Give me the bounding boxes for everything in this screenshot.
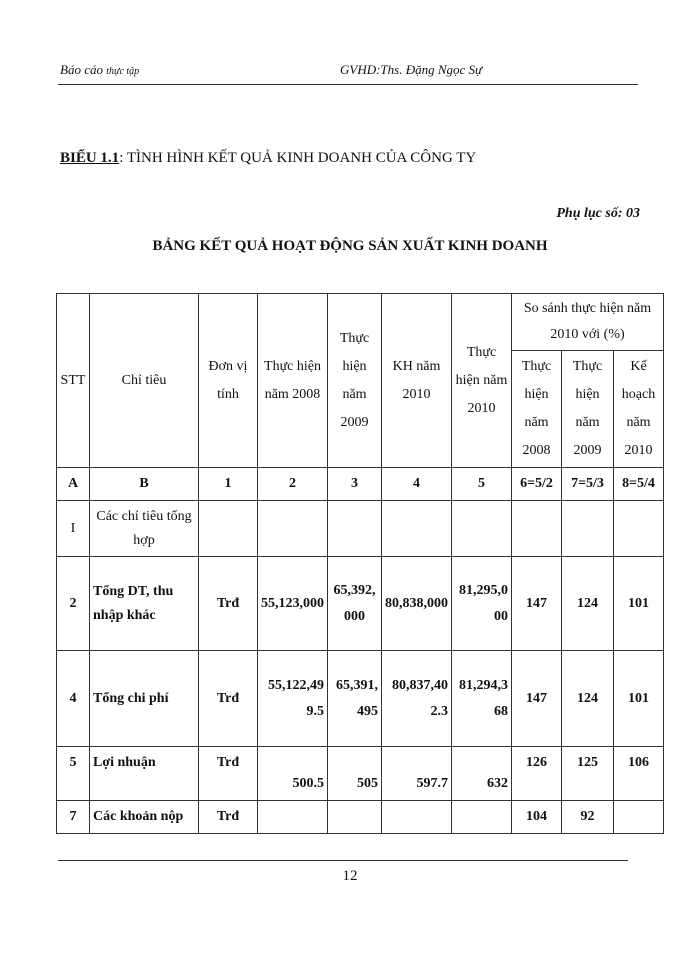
row-name: Tổng DT, thu nhập khác: [90, 557, 199, 651]
row-stt: 2: [57, 557, 90, 651]
row-pct: [512, 501, 562, 557]
index-cell: A: [57, 468, 90, 501]
table-title: BẢNG KẾT QUẢ HOẠT ĐỘNG SẢN XUẤT KINH DOANH: [152, 238, 548, 254]
row-stt: 4: [57, 651, 90, 747]
row-pct: 106: [614, 747, 664, 801]
row-value: [258, 801, 328, 834]
row-name: Tổng chi phí: [90, 651, 199, 747]
index-cell: 3: [328, 468, 382, 501]
index-cell: 5: [452, 468, 512, 501]
table-header-row: [57, 294, 664, 351]
table-row: [57, 747, 664, 801]
header-th2010: Thực hiện năm 2010: [452, 294, 512, 468]
header-compare-plan: Kế hoạch năm 2010: [614, 351, 664, 468]
row-unit: Trđ: [199, 747, 258, 801]
header-th2009: Thực hiện năm 2009: [328, 294, 382, 468]
table-index-row: [57, 468, 664, 501]
row-pct: 92: [562, 801, 614, 834]
header-kh2010: KH năm 2010: [382, 294, 452, 468]
row-pct: 124: [562, 651, 614, 747]
row-value: 80,837,402.3: [382, 651, 452, 747]
header-stt: STT: [57, 294, 90, 468]
header-th2008: Thực hiện năm 2008: [258, 294, 328, 468]
index-cell: 2: [258, 468, 328, 501]
header-compare-2008: Thực hiện năm 2008: [512, 351, 562, 468]
row-value: [382, 501, 452, 557]
section-heading: [60, 150, 476, 167]
row-value: 597.7: [382, 747, 452, 801]
row-value: [328, 501, 382, 557]
row-value: 81,294,368: [452, 651, 512, 747]
table-row: [57, 501, 664, 557]
row-value: [258, 501, 328, 557]
footer-divider: [58, 860, 628, 861]
header-don-vi: Đơn vị tính: [199, 294, 258, 468]
page-number: 12: [342, 868, 358, 884]
index-cell: 6=5/2: [512, 468, 562, 501]
row-pct: 147: [512, 651, 562, 747]
row-stt: I: [57, 501, 90, 557]
row-unit: [199, 501, 258, 557]
row-pct: 126: [512, 747, 562, 801]
row-value: [452, 801, 512, 834]
row-value: [452, 501, 512, 557]
table-row: [57, 557, 664, 651]
header-report-sublabel: thực tập: [106, 66, 140, 77]
table-row: [57, 651, 664, 747]
header-chi-tieu: Chỉ tiêu: [90, 294, 199, 468]
row-pct: 125: [562, 747, 614, 801]
index-cell: 1: [199, 468, 258, 501]
row-value: 81,295,000: [452, 557, 512, 651]
row-value: 65,392,000: [328, 557, 382, 651]
row-name: Lợi nhuận: [90, 747, 199, 801]
row-pct: 101: [614, 651, 664, 747]
row-value: 632: [452, 747, 512, 801]
row-pct: 124: [562, 557, 614, 651]
row-name: Các khoản nộp: [90, 801, 199, 834]
row-unit: Trđ: [199, 801, 258, 834]
row-value: 55,122,499.5: [258, 651, 328, 747]
row-value: 65,391,495: [328, 651, 382, 747]
header-compare: So sánh thực hiện năm 2010 với (%): [512, 294, 664, 351]
index-cell: 7=5/3: [562, 468, 614, 501]
results-table: [56, 293, 664, 834]
row-value: 500.5: [258, 747, 328, 801]
row-stt: 7: [57, 801, 90, 834]
index-cell: 4: [382, 468, 452, 501]
header-report-label: Báo cáo: [60, 62, 103, 77]
row-value: 505: [328, 747, 382, 801]
header-left: [60, 62, 139, 78]
row-name: Các chỉ tiêu tổng hợp: [90, 501, 199, 557]
index-cell: 8=5/4: [614, 468, 664, 501]
row-value: 80,838,000: [382, 557, 452, 651]
row-value: [328, 801, 382, 834]
row-pct: 101: [614, 557, 664, 651]
row-pct: 104: [512, 801, 562, 834]
header-supervisor: GVHD:Ths. Đặng Ngọc Sự: [340, 62, 483, 77]
header-divider: [58, 84, 638, 85]
table-row: [57, 801, 664, 834]
row-pct: 147: [512, 557, 562, 651]
header-compare-2009: Thực hiện năm 2009: [562, 351, 614, 468]
row-pct: [614, 501, 664, 557]
section-text: : TÌNH HÌNH KẾT QUẢ KINH DOANH CỦA CÔNG TY: [119, 150, 477, 166]
row-pct: [614, 801, 664, 834]
index-cell: B: [90, 468, 199, 501]
row-value: 55,123,000: [258, 557, 328, 651]
row-pct: [562, 501, 614, 557]
row-value: [382, 801, 452, 834]
row-unit: Trđ: [199, 651, 258, 747]
section-label: BIỂU 1.1: [60, 150, 120, 166]
row-stt: 5: [57, 747, 90, 801]
row-unit: Trđ: [199, 557, 258, 651]
appendix-label: Phụ lục số: 03: [556, 206, 640, 221]
